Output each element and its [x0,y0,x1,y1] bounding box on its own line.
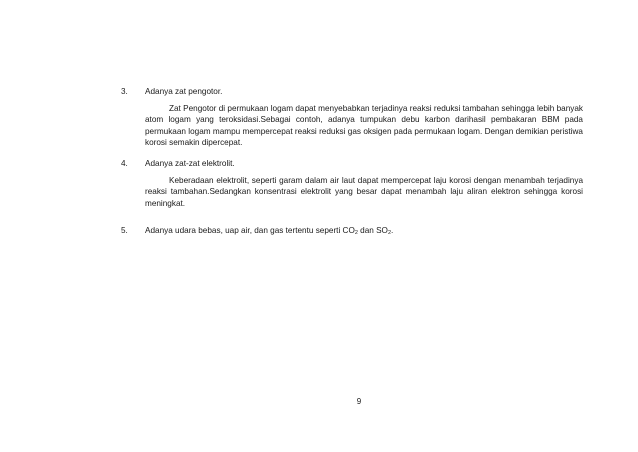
list-item-number: 5. [121,226,128,235]
list-item-paragraph: Keberadaan elektrolit, seperti garam dalam air laut dapat mempercepat laju korosi dengan menambah terjadinya reaksi tambahan.Sedangkan konsentrasi elektrolit yang besar dapat menambah laju aliran elektron sehingga korosi meningkat. [145,175,583,208]
list-item-title: Adanya zat-zat elektrolit. [145,159,235,168]
subscript: 2 [354,230,358,236]
list-item [121,86,583,157]
list-item-heading [121,225,583,240]
list-item-number: 4. [121,159,128,168]
list-item-heading [121,158,583,170]
title-text-prefix: Adanya udara bebas, uap air, dan gas tertentu seperti CO [145,226,355,235]
title-text-middle: dan SO [357,226,388,235]
title-text-suffix: . [391,226,394,235]
page-number: 9 [356,397,362,406]
list-item [121,225,583,240]
list-item-title: Adanya zat pengotor. [145,87,223,96]
list-item-paragraph: Zat Pengotor di permukaan logam dapat menyebabkan terjadinya reaksi reduksi tambahan sehingga lebih banyak atom logam yang teroksidasi.Sebagai contoh, adanya tumpukan debu karbon darihasil pembakaran BBM pada permukaan logam mampu mempercepat reaksi reduksi gas oksigen pada permukaan logam. Dengan demikian peristiwa korosi semakin dipercepat. [145,103,583,148]
list-item [121,158,583,218]
subscript: 2 [387,230,391,236]
list-item-heading [121,86,583,98]
list-item-title [145,225,393,240]
list-item-number: 3. [121,87,128,96]
